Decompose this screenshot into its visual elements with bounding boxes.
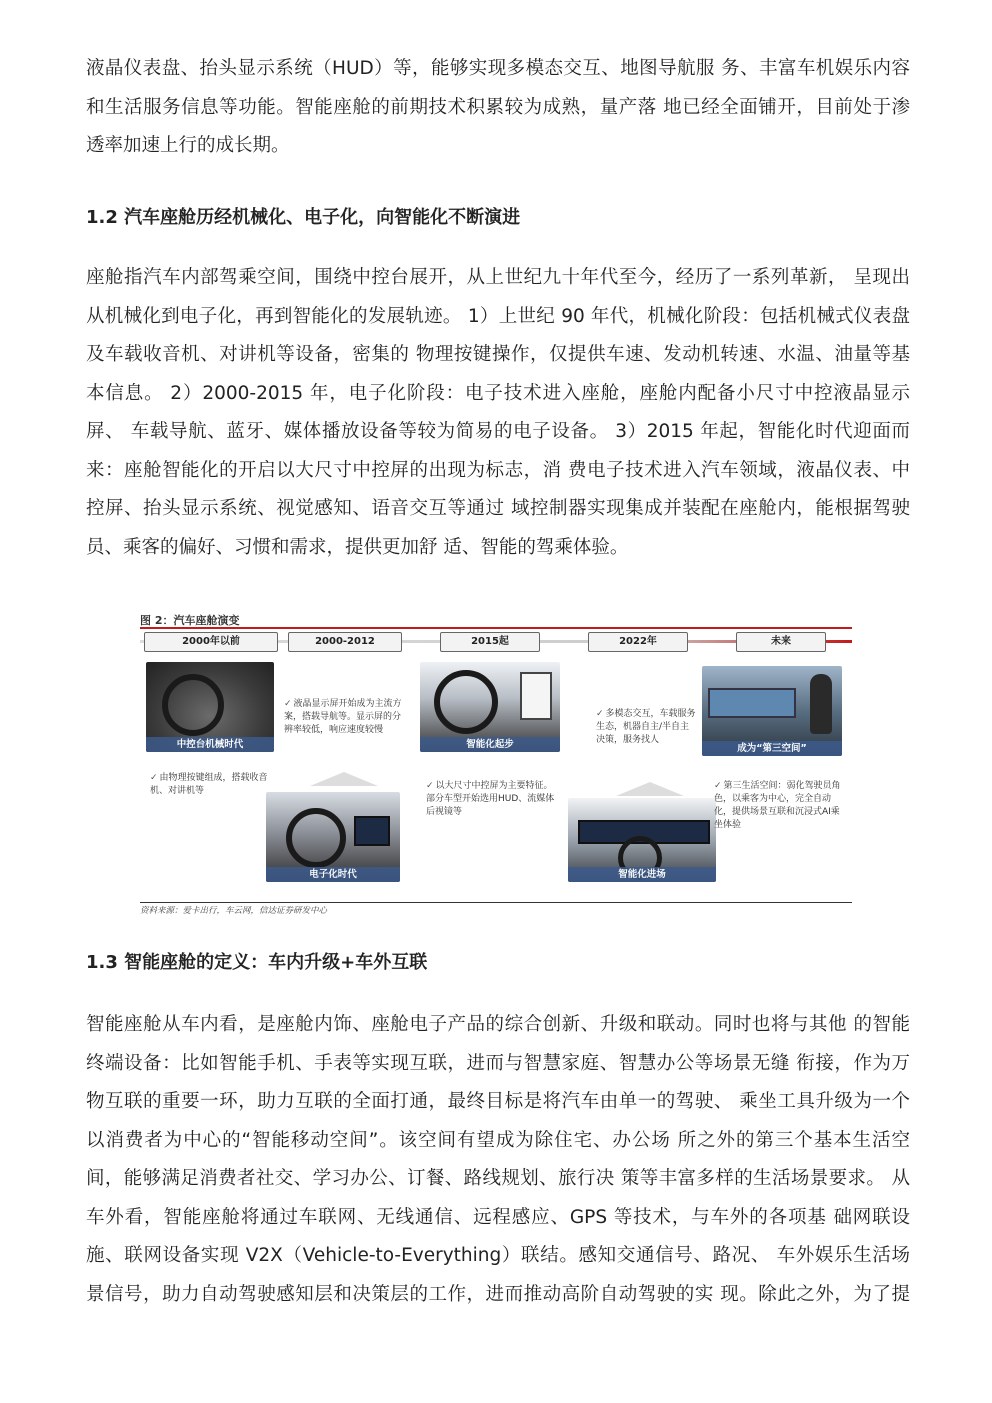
text-line: 员、乘客的偏好、习惯和需求，提供更加舒 适、智能的驾乘体验。 — [86, 536, 629, 558]
up-arrow-icon — [616, 782, 684, 796]
text-line: 智能座舱从车内看，是座舱内饰、座舱电子产品的综合创新、升级和联动。同时也将与其他 的智能 — [86, 1014, 910, 1035]
passenger-figure — [810, 674, 832, 734]
text-line: 车外看，智能座舱将通过车联网、无线通信、远程感应、GPS 等技术，与车外的各项基 础网联设 — [86, 1206, 910, 1228]
era-label-2022: 2022年 — [588, 632, 688, 652]
text-line: 从机械化到电子化，再到智能化的发展轨迹。 1）上世纪 90 年代，机械化阶段：包括机械式仪表盘 — [86, 305, 910, 327]
figure-top-rule — [140, 627, 852, 629]
bullet-text: 第三生活空间：弱化驾驶员角色，以乘客为中心，完全自动化，提供场景互联和沉浸式AI乘坐体验 — [714, 781, 841, 830]
photo-intelligent-cockpit — [420, 662, 560, 752]
text-line: 物互联的重要一环，助力互联的全面打通，最终目标是将汽车由单一的驾驶、 乘坐工具升级为一个 — [86, 1091, 910, 1112]
check-icon: ✓ — [596, 709, 604, 719]
bullet-text: 液晶显示屏开始成为主流方案，搭载导航等。显示屏的分辨率较低，响应速度较慢 — [284, 699, 402, 735]
text-line: 及车载收音机、对讲机等设备，密集的 物理按键操作，仅提供车速、发动机转速、水温、油量等基 — [86, 344, 910, 365]
text-line: 透率加速上行的成长期。 — [86, 135, 290, 156]
figure-source: 资料来源：爱卡出行，车云网，信达证券研发中心 — [140, 906, 328, 916]
bullet-text: 以大尺寸中控屏为主要特征。部分车型开始选用HUD、流媒体后视镜等 — [426, 781, 555, 817]
screen-icon — [354, 816, 390, 846]
text-line: 景信号，助力自动驾驶感知层和决策层的工作，进而推动高阶自动驾驶的实 现。除此之外，为了提 — [86, 1283, 910, 1305]
check-icon: ✓ — [426, 781, 434, 791]
text-line: 本信息。 2）2000-2015 年，电子化阶段：电子技术进入座舱，座舱内配备小尺寸中控液晶显示 — [86, 382, 910, 404]
section-heading-1-2: 1.2 汽车座舱历经机械化、电子化，向智能化不断演进 — [86, 207, 521, 228]
photo-caption: 中控台机械时代 — [146, 737, 274, 752]
text-line: 以消费者为中心的“智能移动空间”。该空间有望成为除住宅、办公场 所之外的第三个基本生活空 — [86, 1129, 910, 1151]
text-line: 座舱指汽车内部驾乘空间，围绕中控台展开，从上世纪九十年代至今，经历了一系列革新， 呈现出 — [86, 267, 910, 288]
era-label-pre-2000: 2000年以前 — [144, 632, 278, 652]
photo-caption: 智能化起步 — [420, 737, 560, 752]
era1-description — [150, 772, 278, 798]
text-line: 和生活服务信息等功能。智能座舱的前期技术积累较为成熟，量产落 地已经全面铺开，目前处于渗 — [86, 96, 910, 118]
text-line: 液晶仪表盘、抬头显示系统（HUD）等，能够实现多模态交互、地图导航服 务、丰富车机娱乐内容 — [86, 58, 910, 79]
intro-paragraph — [86, 50, 910, 166]
window-display-icon — [708, 688, 796, 718]
photo-electronic-cockpit — [266, 792, 400, 882]
text-line: 控屏、抬头显示系统、视觉感知、语音交互等通过 域控制器实现集成并装配在座舱内，能根据驾驶 — [86, 498, 910, 519]
bullet-text: 由物理按键组成，搭载收音机、对讲机等 — [150, 773, 268, 796]
cockpit-evolution-figure — [140, 610, 852, 916]
section-heading-1-3: 1.3 智能座舱的定义：车内升级+车外互联 — [86, 952, 428, 973]
check-icon: ✓ — [714, 781, 722, 791]
text-line: 来：座舱智能化的开启以大尺寸中控屏的出现为标志，消 费电子技术进入汽车领域，液晶仪表、中 — [86, 459, 910, 481]
smart-cockpit-definition-paragraph — [86, 1006, 910, 1314]
era-label-2015: 2015起 — [440, 632, 540, 652]
era-label-2000-2012: 2000-2012 — [288, 632, 402, 652]
text-line: 终端设备：比如智能手机、手表等实现互联，进而与智慧家庭、智慧办公等场景无缝 衔接，作为万 — [86, 1052, 910, 1074]
text-line: 施、联网设备实现 V2X（Vehicle-to-Everything）联结。感知交通信号、路况、 车外娱乐生活场 — [86, 1245, 910, 1266]
era3-description — [426, 780, 556, 819]
up-arrow-icon — [310, 772, 378, 786]
steering-wheel-icon — [434, 670, 498, 734]
figure-title: 图 2：汽车座舱演变 — [140, 614, 240, 627]
text-line: 间，能够满足消费者社交、学习办公、订餐、路线规划、旅行决 策等丰富多样的生活场景要求。 从 — [86, 1168, 910, 1189]
era2-description — [284, 698, 404, 737]
check-icon: ✓ — [150, 773, 158, 783]
steering-wheel-icon — [286, 808, 346, 868]
check-icon: ✓ — [284, 699, 292, 709]
photo-caption: 电子化时代 — [266, 867, 400, 882]
steering-wheel-icon — [162, 674, 224, 736]
text-line: 屏、 车载导航、蓝牙、媒体播放设备等较为简易的电子设备。 3）2015 年起，智能化时代迎面而 — [86, 421, 910, 442]
era-label-future: 未来 — [736, 632, 826, 652]
center-screen-icon — [520, 672, 552, 720]
figure-bottom-rule — [140, 902, 852, 903]
era5-description — [714, 780, 848, 832]
photo-caption: 智能化进场 — [568, 867, 716, 882]
cockpit-evolution-paragraph — [86, 259, 910, 567]
photo-caption: 成为“第三空间” — [702, 741, 842, 756]
era4-description — [596, 708, 696, 747]
photo-future-cockpit — [702, 666, 842, 756]
photo-mechanical-cockpit — [146, 662, 274, 752]
bullet-text: 多模态交互，车载服务生态，机器自主/半自主决策，服务找人 — [596, 709, 696, 745]
photo-intelligent-entry-cockpit — [568, 798, 716, 882]
